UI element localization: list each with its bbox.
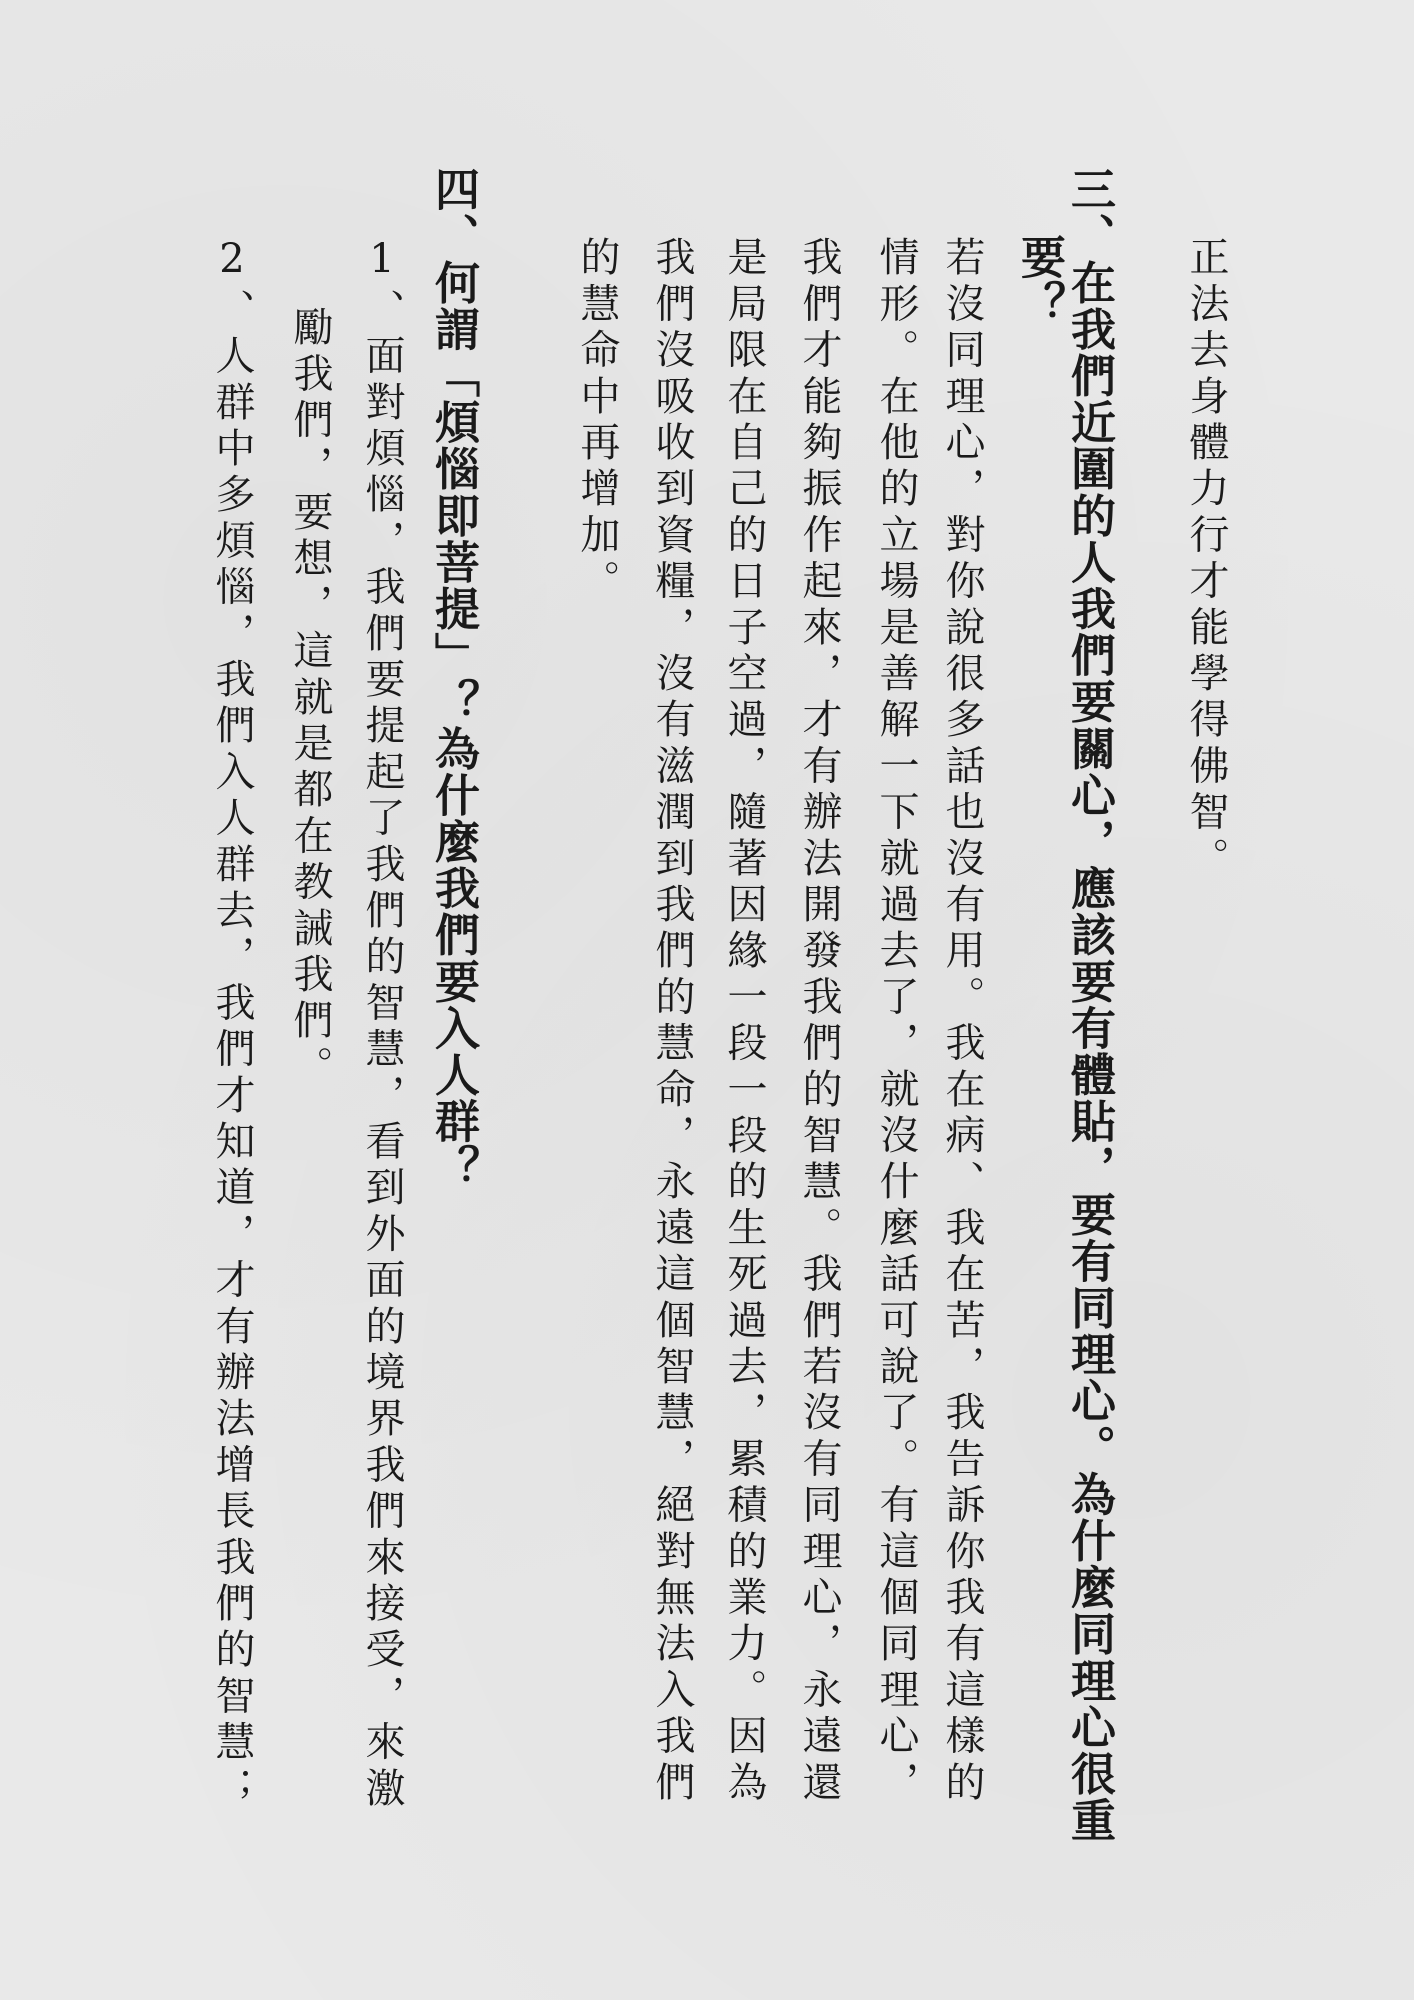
text-column-5: 情形。在他的立場是善解一下就過去了，就沒什麼話可說了。有這個同理心，	[873, 236, 919, 1807]
text-column-12: 勵我們，要想，這就是都在教誡我們。	[287, 306, 333, 1092]
text-column-13: 2、人群中多煩惱，我們入人群去，我們才知道，才有辦法增長我們的智慧；	[209, 236, 255, 1813]
text-column-4: 若沒同理心，對你說很多話也沒有用。我在病、我在苦，我告訴你我有這樣的	[939, 236, 985, 1807]
section-4-heading: 四、何謂「煩惱即菩提」？為什麼我們要入人群？	[427, 166, 480, 1192]
section-3-heading-cont: 要？	[1013, 234, 1066, 328]
text-column-6: 我們才能夠振作起來，才有辦法開發我們的智慧。我們若沒有同理心，永遠還	[796, 236, 842, 1807]
text-column-7: 是局限在自己的日子空過，隨著因緣一段一段的生死過去，累積的業力。因為	[721, 236, 767, 1807]
text-column-11: 1、面對煩惱，我們要提起了我們的智慧，看到外面的境界我們來接受，來激	[359, 236, 405, 1813]
section-3-heading: 三、在我們近圍的人我們要關心，應該要有體貼，要有同理心。為什麼同理心很重	[1063, 166, 1116, 1844]
text-column-9: 的慧命中再增加。	[574, 236, 620, 606]
text-column-8: 我們沒吸收到資糧，沒有滋潤到我們的慧命，永遠這個智慧，絕對無法入我們	[649, 236, 695, 1807]
text-column-1: 正法去身體力行才能學得佛智。	[1183, 236, 1229, 883]
